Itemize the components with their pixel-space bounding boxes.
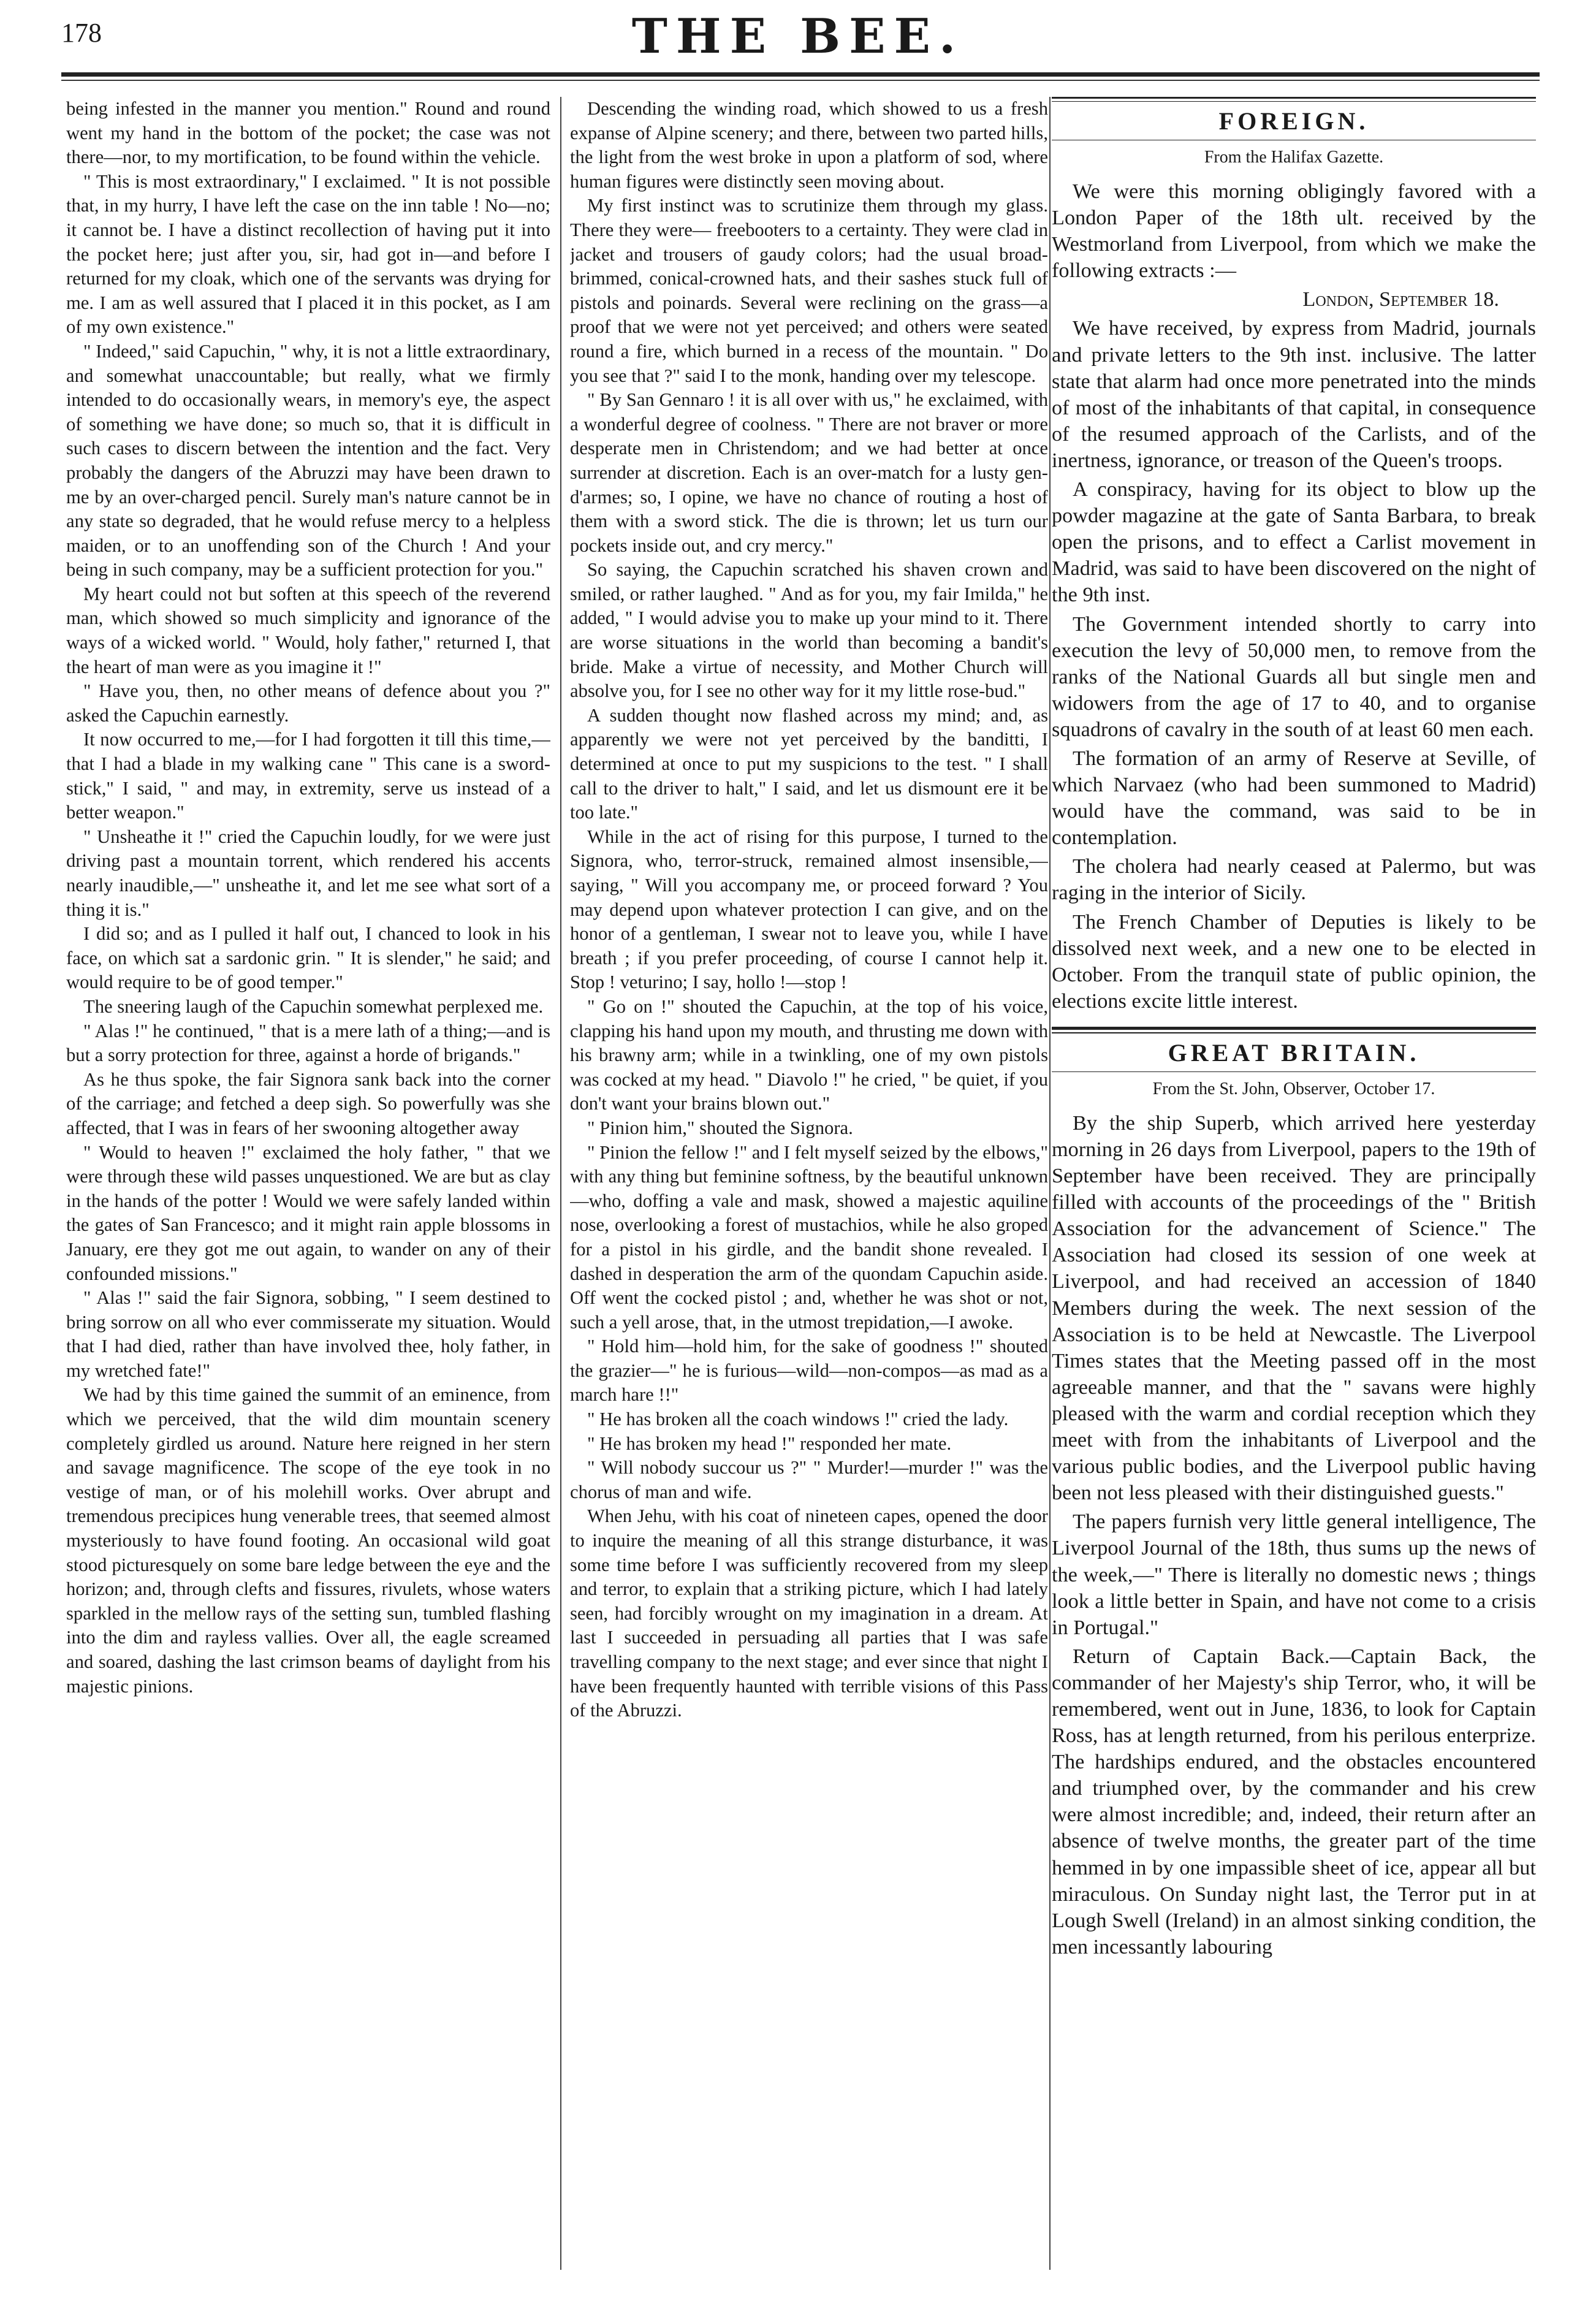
paragraph: The papers furnish very little general intelligence, The Liverpool Journal of the 18th, thus sums up the news of the week,—" There is literally no domestic news ; things look a little better in Spain, and have not come to a crisis in Portugal." [1052,1510,1536,1639]
paragraph: " Alas !" he continued, " that is a mere lath of a thing;—and is but a sorry protection for three, against a horde of brigands." [66,1020,550,1066]
paragraph: " Pinion him," shouted the Signora. [587,1117,853,1138]
section-rule [1052,97,1536,102]
masthead-title: THE BEE. [631,9,965,64]
paragraph: When Jehu, with his coat of nineteen capes, opened the door to inquire the meaning of all this strange disturbance, it was some time before I was sufficiently recovered from my sleep and terror, to explain that a striking picture, which I had lately seen, had forcibly wrought on my imagination in a dream. At last I succeeded in persuading all parties that I was safe travelling company to the next stage; and ever since that night I have been frequently haunted with terrible visions of this Pass of the Abruzzi. [570,1505,1048,1721]
paragraph: The sneering laugh of the Capuchin somewhat perplexed me. [83,995,544,1017]
section-rule [1052,1071,1536,1072]
paragraph: The cholera had nearly ceased at Palermo, but was raging in the interior of Sicily. [1052,854,1536,905]
paragraph: We have received, by express from Madrid, journals and private letters to the 9th inst. inclusive. The latter state that alarm had once more penetrated into the minds of most of the inhabitants of that capital, in consequence of the resumed approach of the Carlists, and of the inertness, ignorance, or treason of the Queen's troops. [1052,316,1536,472]
paragraph: " He has broken my head !" responded her mate. [587,1433,952,1454]
paragraph: The French Chamber of Deputies is likely to be dissolved next week, and a new one to be elected in October. From the tranquil state of public opinion, the elections excite little interest. [1052,910,1536,1013]
paragraph: " Will nobody succour us ?" " Murder!—murder !" was the chorus of man and wife. [570,1457,1048,1502]
paragraph: being infested in the manner you mention." Round and round went my hand in the bottom of the pocket; the case was not there—nor, to my mortification, to be found within the vehicle. [66,98,550,168]
paragraph: " Alas !" said the fair Signora, sobbing, " I seem destined to bring sorrow on all who ever commisserate my situation. Would that I had died, rather than have involved thee, holy father, in my wretched fate!" [66,1287,550,1381]
paragraph: My first instinct was to scrutinize them through my glass. There they were— freebooters to a certainty. They were clad in jacket and trousers of gaudy colors; had the usual broad-brimmed, conical-crowned hats, and their sashes stuck full of pistols and poinards. Several were reclining on the grass—a proof that we were not yet perceived; and others were seated round a fire, which burned in a recess of the mountain. " Do you see that ?" said I to the monk, handing over my telescope. [570,195,1048,386]
column-divider-1 [560,97,561,2270]
paragraph: While in the act of rising for this purpose, I turned to the Signora, who, terror-struck, remained almost insensible,—saying, " Will you accompany me, or proceed forward ? You may depend upon whatever protection I can give, and on the honor of a gentleman, I swear not to leave you, while I have breath ; if you prefer proceeding, of course I cannot help it. Stop ! veturino; I say, hollo !—stop ! [570,826,1048,993]
paragraph: So saying, the Capuchin scratched his shaven crown and smiled, or rather laughed. " And as for you, my fair Imilda," he added, " I would advise you to make up your mind to it. There are worse situations in the world than becoming a bandit's bride. Make a virtue of necessity, and Mother Church will absolve you, for I see no other way for it my little rose-bud." [570,559,1048,702]
paragraph: Descending the winding road, which showed to us a fresh expanse of Alpine scenery; and there, between two parted hills, the light from the west broke in upon a platform of sod, where human figures were distinctly seen moving about. [570,98,1048,192]
paragraph: " Indeed," said Capuchin, " why, it is not a little extraordinary, and somewhat unaccountable; but really, what we firmly intended to do occasionally wears, in memory's eye, the aspect of something we have done; so much so, that it is difficult in such cases to discern between the intention and the fact. Very probably the dangers of the Abruzzi may have been drawn to me by an over-charged pencil. Surely man's nature cannot be in any state so degraded, that he would refuse mercy to a helpless maiden, or to an unoffending son of the Church ! And your being in such company, may be a sufficient protection for you." [66,340,550,580]
page-number: 178 [61,18,102,48]
paragraph: " Would to heaven !" exclaimed the holy father, " that we were through these wild passes unquestioned. We are but as clay in the hands of the potter ! Would we were safely landed within the gates of San Francesco; and it might rain apple blossoms in January, ere they got me out again, to wander on any of their confounded missions." [66,1141,550,1284]
paragraph: My heart could not but soften at this speech of the reverend man, which showed so much simplicity and ignorance of the ways of a wicked world. " Would, holy father," returned I, that the heart of man were as you imagine it !" [66,583,550,677]
foreign-heading: FOREIGN. [1218,107,1369,135]
paragraph: Return of Captain Back.—Captain Back, the commander of her Majesty's ship Terror, who, it will be remembered, went out in June, 1836, to look for Captain Ross, has at length returned, from his perilous enterprize. The hardships endured, and the obstacles encountered and triumphed over, by the commander and his crew were almost incredible; and, indeed, their return after an absence of twelve months, the greater part of the time hemmed in by one impassible sheet of ice, appear all but miraculous. On Sunday night last, the Terror put in at Lough Swell (Ireland) in an almost sinking condition, the men incessantly labouring [1052,1644,1536,1958]
paragraph: I did so; and as I pulled it half out, I chanced to look in his face, on which sat a sardonic grin. " It is slender," he said; and would require to be of good temper." [66,923,550,993]
masthead-rule-thick [61,72,1540,77]
foreign-dateline: London, September 18. [1302,287,1499,311]
paragraph: A conspiracy, having for its object to blow up the powder magazine at the gate of Santa Barbara, to break open the prisons, and to effect a Carlist movement in Madrid, was said to have been discovered on the night of the 9th inst. [1052,478,1536,607]
paragraph: By the ship Superb, which arrived here yesterday morning in 26 days from Liverpool, papers to the 19th of September have been received. They are principally filled with accounts of the proceedings of the " British Association for the advancement of Science." The Association had closed its session of one week at Liverpool, and had received an accession of 1840 Members during the week. The next session of the Association is to be held at Newcastle. The Liverpool Times states that the Meeting passed off in the most agreeable manner, and that the " savans were highly pleased with the warm and cordial reception which they meet with from the inhabitants of Liverpool and the various public bodies, and the Liverpool public having been not less pleased with their distinguished guests." [1052,1111,1536,1505]
paragraph: " By San Gennaro ! it is all over with us," he exclaimed, with a wonderful degree of coolness. " There are not braver or more desperate men in Christendom; and we had better at once surrender at discretion. Each is an over-match for a lusty gen-d'armes; so, I opine, we have no chance of routing a host of them with a sword stick. The die is thrown; let us turn our pockets inside out, and cry mercy." [570,389,1048,556]
column-1-story [66,97,550,2267]
paragraph: " Have you, then, no other means of defence about you ?" asked the Capuchin earnestly. [66,680,550,726]
foreign-intro: We were this morning obligingly favored with a London Paper of the 18th ult. received by the Westmorland from Liverpool, from which we make the following extracts :— [1052,180,1536,283]
paragraph: The formation of an army of Reserve at Seville, of which Narvaez (who had been summoned to Madrid) would have the command, was said to be in contemplation. [1052,746,1536,850]
section-rule [1052,1027,1536,1033]
paragraph: " Hold him—hold him, for the sake of goodness !" shouted the grazier—" he is furious—wild—non-compos—as mad as a march hare !!" [570,1336,1048,1406]
paragraph: " He has broken all the coach windows !" cried the lady. [587,1409,1009,1430]
paragraph: It now occurred to me,—for I had forgotten it till this time,—that I had a blade in my walking cane " This cane is a sword-stick," I said, " and may, in extremity, serve us instead of a better weapon." [66,729,550,823]
masthead-rule-thin [61,80,1540,81]
great-britain-source: From the St. John, Observer, October 17. [1152,1079,1435,1098]
paragraph: " Unsheathe it !" cried the Capuchin loudly, for we were just driving past a mountain torrent, which rendered his accents nearly inaudible,—" unsheathe it, and let me see what sort of a thing it is." [66,826,550,920]
foreign-source: From the Halifax Gazette. [1204,148,1384,167]
column-2-story [570,97,1048,2267]
paragraph: We had by this time gained the summit of an eminence, from which we perceived, that the wild dim mountain scenery completely girdled us around. Nature here reigned in her stern and savage magnificence. The scope of the eye took in no vestige of man, or of his molehill works. Over abrupt and tremendous precipices hung venerable trees, that seemed almost mysteriously to have found footing. An occasional wild goat stood picturesquely on some bare ledge between the eye and the horizon; and, through clefts and fissures, rivulets, whose waters sparkled in the mellow rays of the setting sun, tumbled flashing into the dim and rayless vallies. Over all, the eagle screamed and soared, dashing the last crimson beams of daylight from his majestic pinions. [66,1384,550,1697]
paragraph: " Go on !" shouted the Capuchin, at the top of his voice, clapping his hand upon my mouth, and thrusting me down with his brawny arm; while in a twinkling, one of my own pistols was cocked at my head. " Diavolo !" he cried, " be quiet, if you don't want your brains blown out." [570,995,1048,1114]
column-divider-2 [1049,97,1051,2270]
paragraph: As he thus spoke, the fair Signora sank back into the corner of the carriage; and fetched a deep sigh. So powerfully was she affected, that I was in fears of her swooning altogether away [66,1068,550,1138]
column-3-news [1052,97,1536,2267]
paragraph: A sudden thought now flashed across my mind; and, as apparently we were not yet perceived by the banditti, I determined at once to put my suspicions to the test. " I shall call to the driver to halt," I said, and let us dismount ere it be too late." [570,704,1048,823]
paragraph: " Pinion the fellow !" and I felt myself seized by the elbows," with any thing but feminine softness, by the beautiful unknown—who, doffing a vale and mask, showed a majestic aquiline nose, overlooking a forest of mustachios, while he also groped for a pistol in his girdle, and the bandit shone revealed. I dashed in desperation the arm of the quondam Capuchin aside. Off went the cocked pistol ; and, whether he was shot or not, such a yell arose, that, in the utmost trepidation,—I awoke. [570,1141,1048,1333]
paragraph: " This is most extraordinary," I exclaimed. " It is not possible that, in my hurry, I have left the case on the inn table ! No—no; it cannot be. I have a distinct recollection of having put it into the pocket here; just after you, sir, had got in—and before I returned for my cloak, which one of the servants was drying for me. I am as well assured that I placed it in this pocket, as I am of my own existence." [66,170,550,338]
great-britain-heading: GREAT BRITAIN. [1168,1038,1420,1067]
paragraph: The Government intended shortly to carry into execution the levy of 50,000 men, to remove from the ranks of the National Guards all but single men and widowers from the age of 17 to 40, and to organise squadrons of cavalry in the south of at least 60 men each. [1052,612,1536,741]
